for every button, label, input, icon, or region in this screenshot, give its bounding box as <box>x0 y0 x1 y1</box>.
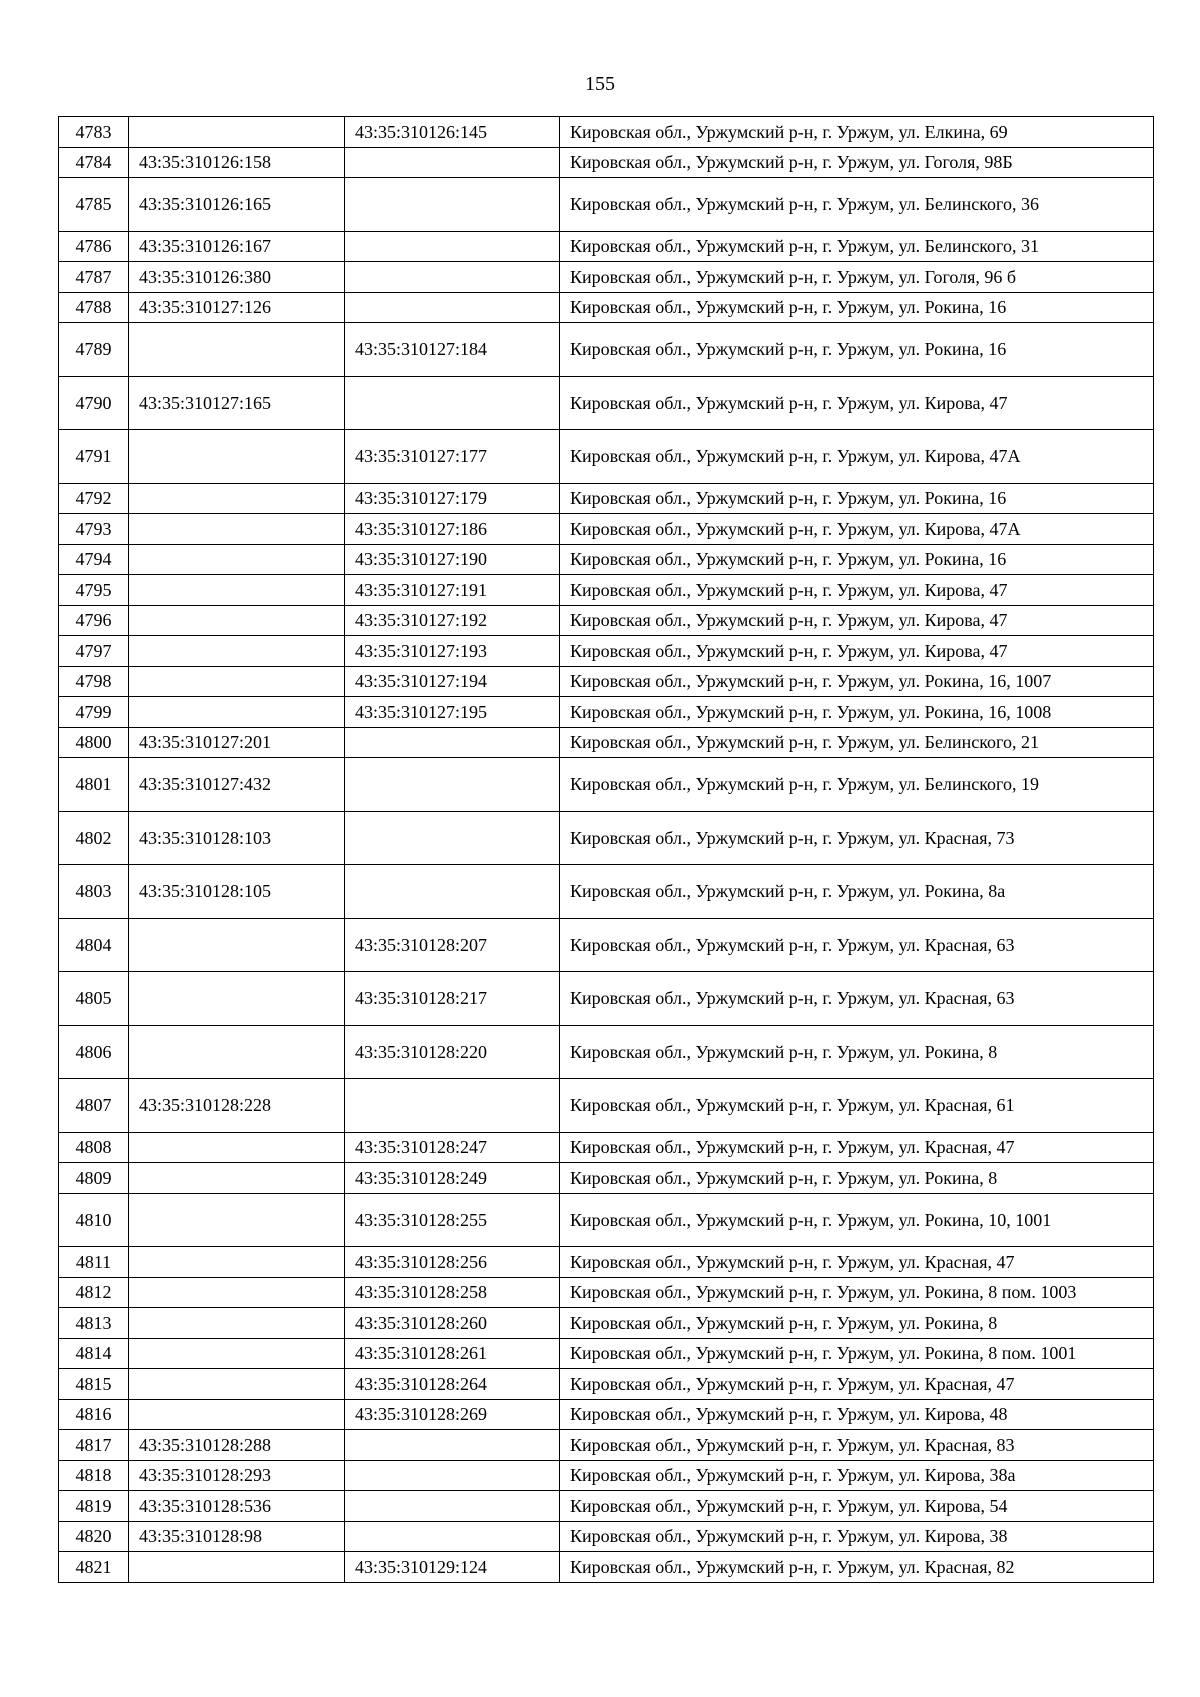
address-cell: Кировская обл., Уржумский р-н, г. Уржум, ул. Кирова, 38 <box>560 1521 1154 1552</box>
land-cadastral-number-cell <box>129 1338 345 1369</box>
registry-table <box>58 116 1154 1583</box>
table-row <box>59 918 1154 972</box>
address-cell: Кировская обл., Уржумский р-н, г. Уржум, ул. Елкина, 69 <box>560 117 1154 148</box>
building-cadastral-number-cell <box>345 1430 560 1461</box>
address-cell: Кировская обл., Уржумский р-н, г. Уржум, ул. Красная, 63 <box>560 918 1154 972</box>
building-cadastral-number-cell <box>345 178 560 232</box>
table-row <box>59 323 1154 377</box>
address-cell: Кировская обл., Уржумский р-н, г. Уржум, ул. Белинского, 36 <box>560 178 1154 232</box>
table-row <box>59 292 1154 323</box>
address-cell: Кировская обл., Уржумский р-н, г. Уржум, ул. Рокина, 16 <box>560 483 1154 514</box>
row-number-cell: 4791 <box>59 430 129 484</box>
row-number-cell: 4801 <box>59 758 129 812</box>
building-cadastral-number-cell <box>345 758 560 812</box>
row-number-cell: 4796 <box>59 605 129 636</box>
table-row <box>59 1277 1154 1308</box>
land-cadastral-number-cell <box>129 1369 345 1400</box>
table-row <box>59 1460 1154 1491</box>
address-cell: Кировская обл., Уржумский р-н, г. Уржум, ул. Рокина, 16, 1007 <box>560 666 1154 697</box>
building-cadastral-number-cell: 43:35:310128:249 <box>345 1163 560 1194</box>
page-number: 155 <box>585 73 615 95</box>
row-number-cell: 4807 <box>59 1079 129 1133</box>
building-cadastral-number-cell: 43:35:310127:177 <box>345 430 560 484</box>
address-cell: Кировская обл., Уржумский р-н, г. Уржум, ул. Кирова, 47 <box>560 636 1154 667</box>
building-cadastral-number-cell: 43:35:310128:207 <box>345 918 560 972</box>
building-cadastral-number-cell: 43:35:310128:217 <box>345 972 560 1026</box>
land-cadastral-number-cell <box>129 1025 345 1079</box>
table-row <box>59 666 1154 697</box>
address-cell: Кировская обл., Уржумский р-н, г. Уржум, ул. Красная, 63 <box>560 972 1154 1026</box>
table-row <box>59 430 1154 484</box>
building-cadastral-number-cell: 43:35:310127:195 <box>345 697 560 728</box>
building-cadastral-number-cell: 43:35:310126:145 <box>345 117 560 148</box>
table-row <box>59 1338 1154 1369</box>
address-cell: Кировская обл., Уржумский р-н, г. Уржум, ул. Кирова, 54 <box>560 1491 1154 1522</box>
address-cell: Кировская обл., Уржумский р-н, г. Уржум, ул. Рокина, 8 пом. 1001 <box>560 1338 1154 1369</box>
table-row <box>59 758 1154 812</box>
land-cadastral-number-cell <box>129 1308 345 1339</box>
land-cadastral-number-cell <box>129 918 345 972</box>
building-cadastral-number-cell <box>345 865 560 919</box>
table-row <box>59 1369 1154 1400</box>
table-row <box>59 865 1154 919</box>
land-cadastral-number-cell <box>129 1552 345 1583</box>
row-number-cell: 4795 <box>59 575 129 606</box>
building-cadastral-number-cell: 43:35:310127:192 <box>345 605 560 636</box>
address-cell: Кировская обл., Уржумский р-н, г. Уржум, ул. Красная, 47 <box>560 1369 1154 1400</box>
table-row <box>59 262 1154 293</box>
land-cadastral-number-cell: 43:35:310127:126 <box>129 292 345 323</box>
land-cadastral-number-cell <box>129 1132 345 1163</box>
row-number-cell: 4813 <box>59 1308 129 1339</box>
row-number-cell: 4817 <box>59 1430 129 1461</box>
land-cadastral-number-cell <box>129 1399 345 1430</box>
table-row <box>59 117 1154 148</box>
land-cadastral-number-cell: 43:35:310126:167 <box>129 231 345 262</box>
address-cell: Кировская обл., Уржумский р-н, г. Уржум, ул. Рокина, 8 <box>560 1163 1154 1194</box>
row-number-cell: 4794 <box>59 544 129 575</box>
table-row <box>59 147 1154 178</box>
address-cell: Кировская обл., Уржумский р-н, г. Уржум, ул. Рокина, 16 <box>560 544 1154 575</box>
address-cell: Кировская обл., Уржумский р-н, г. Уржум, ул. Рокина, 16 <box>560 323 1154 377</box>
land-cadastral-number-cell: 43:35:310128:98 <box>129 1521 345 1552</box>
building-cadastral-number-cell: 43:35:310127:190 <box>345 544 560 575</box>
row-number-cell: 4784 <box>59 147 129 178</box>
address-cell: Кировская обл., Уржумский р-н, г. Уржум, ул. Белинского, 19 <box>560 758 1154 812</box>
building-cadastral-number-cell: 43:35:310127:194 <box>345 666 560 697</box>
table-row <box>59 544 1154 575</box>
building-cadastral-number-cell <box>345 262 560 293</box>
address-cell: Кировская обл., Уржумский р-н, г. Уржум, ул. Рокина, 8 пом. 1003 <box>560 1277 1154 1308</box>
land-cadastral-number-cell <box>129 483 345 514</box>
address-cell: Кировская обл., Уржумский р-н, г. Уржум, ул. Кирова, 47А <box>560 430 1154 484</box>
building-cadastral-number-cell: 43:35:310128:264 <box>345 1369 560 1400</box>
address-cell: Кировская обл., Уржумский р-н, г. Уржум, ул. Красная, 47 <box>560 1132 1154 1163</box>
address-cell: Кировская обл., Уржумский р-н, г. Уржум, ул. Белинского, 21 <box>560 727 1154 758</box>
building-cadastral-number-cell: 43:35:310128:269 <box>345 1399 560 1430</box>
table-row <box>59 1163 1154 1194</box>
table-row <box>59 1079 1154 1133</box>
land-cadastral-number-cell <box>129 1247 345 1278</box>
row-number-cell: 4816 <box>59 1399 129 1430</box>
row-number-cell: 4788 <box>59 292 129 323</box>
land-cadastral-number-cell <box>129 605 345 636</box>
address-cell: Кировская обл., Уржумский р-н, г. Уржум, ул. Гоголя, 96 б <box>560 262 1154 293</box>
land-cadastral-number-cell: 43:35:310126:158 <box>129 147 345 178</box>
table-row <box>59 575 1154 606</box>
building-cadastral-number-cell <box>345 376 560 430</box>
row-number-cell: 4811 <box>59 1247 129 1278</box>
building-cadastral-number-cell: 43:35:310127:184 <box>345 323 560 377</box>
land-cadastral-number-cell: 43:35:310126:380 <box>129 262 345 293</box>
building-cadastral-number-cell: 43:35:310128:261 <box>345 1338 560 1369</box>
land-cadastral-number-cell <box>129 697 345 728</box>
row-number-cell: 4815 <box>59 1369 129 1400</box>
land-cadastral-number-cell: 43:35:310127:432 <box>129 758 345 812</box>
address-cell: Кировская обл., Уржумский р-н, г. Уржум, ул. Рокина, 8 <box>560 1308 1154 1339</box>
building-cadastral-number-cell <box>345 1460 560 1491</box>
row-number-cell: 4785 <box>59 178 129 232</box>
table-row <box>59 972 1154 1026</box>
table-row <box>59 514 1154 545</box>
table-row <box>59 1399 1154 1430</box>
building-cadastral-number-cell <box>345 1079 560 1133</box>
address-cell: Кировская обл., Уржумский р-н, г. Уржум, ул. Кирова, 47А <box>560 514 1154 545</box>
land-cadastral-number-cell <box>129 430 345 484</box>
table-row <box>59 483 1154 514</box>
building-cadastral-number-cell: 43:35:310127:186 <box>345 514 560 545</box>
address-cell: Кировская обл., Уржумский р-н, г. Уржум, ул. Рокина, 16, 1008 <box>560 697 1154 728</box>
land-cadastral-number-cell <box>129 323 345 377</box>
row-number-cell: 4805 <box>59 972 129 1026</box>
table-row <box>59 1247 1154 1278</box>
table-row <box>59 605 1154 636</box>
table-row <box>59 1025 1154 1079</box>
building-cadastral-number-cell <box>345 231 560 262</box>
address-cell: Кировская обл., Уржумский р-н, г. Уржум, ул. Гоголя, 98Б <box>560 147 1154 178</box>
address-cell: Кировская обл., Уржумский р-н, г. Уржум, ул. Белинского, 31 <box>560 231 1154 262</box>
table-row <box>59 178 1154 232</box>
building-cadastral-number-cell <box>345 811 560 865</box>
table-row <box>59 1521 1154 1552</box>
land-cadastral-number-cell <box>129 972 345 1026</box>
table-row <box>59 1132 1154 1163</box>
land-cadastral-number-cell: 43:35:310127:201 <box>129 727 345 758</box>
land-cadastral-number-cell: 43:35:310128:105 <box>129 865 345 919</box>
table-row <box>59 1552 1154 1583</box>
land-cadastral-number-cell <box>129 1193 345 1247</box>
land-cadastral-number-cell <box>129 636 345 667</box>
row-number-cell: 4799 <box>59 697 129 728</box>
building-cadastral-number-cell <box>345 1491 560 1522</box>
address-cell: Кировская обл., Уржумский р-н, г. Уржум, ул. Красная, 47 <box>560 1247 1154 1278</box>
table-row <box>59 231 1154 262</box>
row-number-cell: 4804 <box>59 918 129 972</box>
address-cell: Кировская обл., Уржумский р-н, г. Уржум, ул. Рокина, 16 <box>560 292 1154 323</box>
land-cadastral-number-cell: 43:35:310128:288 <box>129 1430 345 1461</box>
row-number-cell: 4812 <box>59 1277 129 1308</box>
building-cadastral-number-cell: 43:35:310128:255 <box>345 1193 560 1247</box>
building-cadastral-number-cell: 43:35:310127:179 <box>345 483 560 514</box>
land-cadastral-number-cell: 43:35:310126:165 <box>129 178 345 232</box>
building-cadastral-number-cell: 43:35:310127:191 <box>345 575 560 606</box>
table-row <box>59 811 1154 865</box>
table-row <box>59 727 1154 758</box>
row-number-cell: 4814 <box>59 1338 129 1369</box>
address-cell: Кировская обл., Уржумский р-н, г. Уржум, ул. Кирова, 48 <box>560 1399 1154 1430</box>
row-number-cell: 4821 <box>59 1552 129 1583</box>
building-cadastral-number-cell <box>345 292 560 323</box>
row-number-cell: 4803 <box>59 865 129 919</box>
address-cell: Кировская обл., Уржумский р-н, г. Уржум, ул. Кирова, 47 <box>560 575 1154 606</box>
land-cadastral-number-cell <box>129 514 345 545</box>
row-number-cell: 4790 <box>59 376 129 430</box>
building-cadastral-number-cell: 43:35:310128:260 <box>345 1308 560 1339</box>
address-cell: Кировская обл., Уржумский р-н, г. Уржум, ул. Рокина, 8а <box>560 865 1154 919</box>
row-number-cell: 4809 <box>59 1163 129 1194</box>
address-cell: Кировская обл., Уржумский р-н, г. Уржум, ул. Кирова, 47 <box>560 605 1154 636</box>
land-cadastral-number-cell <box>129 575 345 606</box>
row-number-cell: 4786 <box>59 231 129 262</box>
row-number-cell: 4818 <box>59 1460 129 1491</box>
land-cadastral-number-cell: 43:35:310128:536 <box>129 1491 345 1522</box>
row-number-cell: 4793 <box>59 514 129 545</box>
land-cadastral-number-cell: 43:35:310128:103 <box>129 811 345 865</box>
table-row <box>59 1491 1154 1522</box>
building-cadastral-number-cell: 43:35:310127:193 <box>345 636 560 667</box>
row-number-cell: 4789 <box>59 323 129 377</box>
address-cell: Кировская обл., Уржумский р-н, г. Уржум, ул. Красная, 61 <box>560 1079 1154 1133</box>
table-row <box>59 636 1154 667</box>
table-row <box>59 1308 1154 1339</box>
address-cell: Кировская обл., Уржумский р-н, г. Уржум, ул. Кирова, 47 <box>560 376 1154 430</box>
land-cadastral-number-cell <box>129 1277 345 1308</box>
row-number-cell: 4819 <box>59 1491 129 1522</box>
address-cell: Кировская обл., Уржумский р-н, г. Уржум, ул. Красная, 73 <box>560 811 1154 865</box>
table-row <box>59 697 1154 728</box>
land-cadastral-number-cell: 43:35:310127:165 <box>129 376 345 430</box>
land-cadastral-number-cell: 43:35:310128:228 <box>129 1079 345 1133</box>
row-number-cell: 4820 <box>59 1521 129 1552</box>
building-cadastral-number-cell: 43:35:310128:256 <box>345 1247 560 1278</box>
row-number-cell: 4783 <box>59 117 129 148</box>
row-number-cell: 4806 <box>59 1025 129 1079</box>
table-row <box>59 376 1154 430</box>
building-cadastral-number-cell: 43:35:310128:247 <box>345 1132 560 1163</box>
row-number-cell: 4797 <box>59 636 129 667</box>
building-cadastral-number-cell: 43:35:310128:258 <box>345 1277 560 1308</box>
building-cadastral-number-cell: 43:35:310129:124 <box>345 1552 560 1583</box>
land-cadastral-number-cell <box>129 117 345 148</box>
land-cadastral-number-cell <box>129 1163 345 1194</box>
address-cell: Кировская обл., Уржумский р-н, г. Уржум, ул. Красная, 83 <box>560 1430 1154 1461</box>
row-number-cell: 4802 <box>59 811 129 865</box>
row-number-cell: 4787 <box>59 262 129 293</box>
land-cadastral-number-cell <box>129 666 345 697</box>
building-cadastral-number-cell <box>345 727 560 758</box>
building-cadastral-number-cell <box>345 147 560 178</box>
row-number-cell: 4798 <box>59 666 129 697</box>
table-row <box>59 1193 1154 1247</box>
building-cadastral-number-cell <box>345 1521 560 1552</box>
address-cell: Кировская обл., Уржумский р-н, г. Уржум, ул. Рокина, 10, 1001 <box>560 1193 1154 1247</box>
row-number-cell: 4792 <box>59 483 129 514</box>
land-cadastral-number-cell <box>129 544 345 575</box>
row-number-cell: 4800 <box>59 727 129 758</box>
address-cell: Кировская обл., Уржумский р-н, г. Уржум, ул. Рокина, 8 <box>560 1025 1154 1079</box>
row-number-cell: 4810 <box>59 1193 129 1247</box>
registry-table-body <box>59 117 1154 1583</box>
land-cadastral-number-cell: 43:35:310128:293 <box>129 1460 345 1491</box>
address-cell: Кировская обл., Уржумский р-н, г. Уржум, ул. Кирова, 38а <box>560 1460 1154 1491</box>
row-number-cell: 4808 <box>59 1132 129 1163</box>
address-cell: Кировская обл., Уржумский р-н, г. Уржум, ул. Красная, 82 <box>560 1552 1154 1583</box>
building-cadastral-number-cell: 43:35:310128:220 <box>345 1025 560 1079</box>
table-row <box>59 1430 1154 1461</box>
